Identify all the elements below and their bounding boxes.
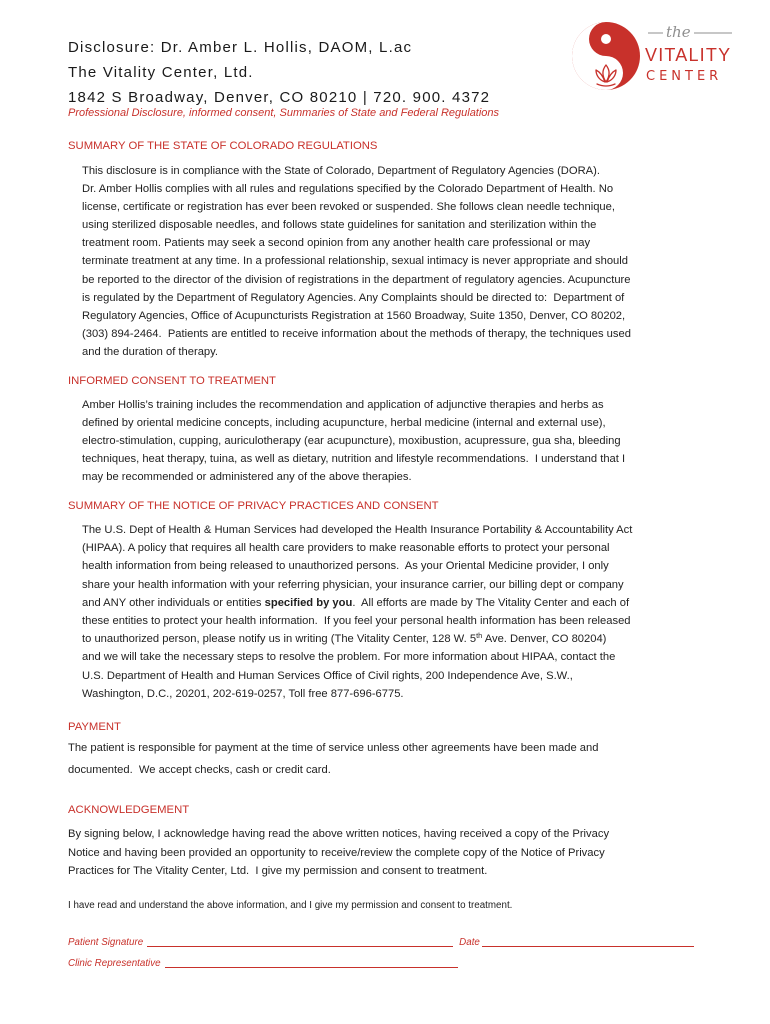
company-name: The Vitality Center, Ltd. — [68, 64, 254, 81]
line-text: and ANY other individuals or entities — [82, 596, 265, 609]
body-line: these entities to protect your health information. If you feel your personal health information has been released — [82, 614, 631, 627]
document-title: Disclosure: Dr. Amber L. Hollis, DAOM, L.ac — [68, 39, 413, 56]
payment-body — [68, 737, 598, 781]
body-line: and the duration of therapy. — [82, 345, 219, 358]
document-subtitle: Professional Disclosure, informed consent, Summaries of State and Federal Regulations — [68, 107, 500, 119]
body-line: The U.S. Dept of Health & Human Services had developed the Health Insurance Portability & Accountability Act — [82, 524, 633, 536]
emphasized-text: specified by you — [264, 596, 353, 609]
body-line: U.S. Department of Health and Human Services Office of Civil rights, 200 Independence Ave, S.W., — [82, 669, 573, 682]
line-text: . All efforts are made by The Vitality Center and each of — [352, 596, 630, 609]
body-line: Washington, D.C., 20201, 202-619-0257, Toll free 877-696-6775. — [82, 687, 404, 700]
body-line: The patient is responsible for payment at the time of service unless other agreements have been made and — [68, 742, 599, 754]
body-line: Regulatory Agencies, Office of Acupuncturists Registration at 1560 Broadway, Suite 1350, Denver, CO 80202, — [82, 309, 626, 322]
patient-signature-field[interactable] — [147, 936, 453, 947]
body-line: may be recommended or administered any of the above therapies. — [82, 471, 412, 484]
clinic-representative-label: Clinic Representative — [68, 958, 161, 969]
date-field[interactable] — [482, 936, 694, 947]
body-line: This disclosure is in compliance with the State of Colorado, Department of Regulatory Agencies (DORA). — [82, 165, 600, 177]
date-label: Date — [459, 937, 480, 948]
ordinal-superscript: th — [476, 631, 483, 641]
body-line: techniques, heat therapy, tuina, as well as dietary, nutrition and lifestyle recommendations. I understand that I — [82, 453, 626, 466]
informed-consent-body — [82, 396, 625, 486]
acknowledgement-body — [68, 825, 609, 881]
clinic-representative-row — [68, 956, 458, 970]
logo-name-text: VITALITY — [645, 45, 732, 65]
body-line: (HIPAA). A policy that requires all health care providers to make reasonable efforts to protect your personal — [82, 542, 610, 555]
colorado-regulations-heading: SUMMARY OF THE STATE OF COLORADO REGULATIONS — [68, 140, 378, 152]
body-line: license, certificate or registration has ever been revoked or suspended. She follows clean needle technique, — [82, 201, 615, 214]
body-line: Notice and having been provided an opportunity to receive/review the complete copy of the Notice of Privacy — [68, 846, 605, 859]
patient-signature-label: Patient Signature — [68, 937, 144, 948]
body-line: treatment room. Patients may seek a second opinion from any another health care professional or may — [82, 237, 591, 250]
body-line: documented. We accept checks, cash or credit card. — [68, 764, 331, 776]
privacy-notice-heading: SUMMARY OF THE NOTICE OF PRIVACY PRACTICES AND CONSENT — [68, 500, 439, 512]
body-line — [82, 594, 632, 612]
clinic-representative-signature-field[interactable] — [165, 957, 458, 968]
company-address: 1842 S Broadway, Denver, CO 80210 | 720. 900. 4372 — [68, 89, 491, 106]
payment-heading: PAYMENT — [68, 721, 121, 733]
body-line: Practices for The Vitality Center, Ltd. I give my permission and consent to treatment. — [68, 865, 488, 877]
line-text: Ave. Denver, CO 80204) — [482, 633, 607, 646]
body-line: is regulated by the Department of Regulatory Agencies. Any Complaints should be directed to: Department of — [82, 291, 625, 304]
body-line: be reported to the director of the division of registrations in the department of regulatory agencies. Acupuncture — [82, 273, 631, 286]
closing-statement: I have read and understand the above information, and I give my permission and consent to treatment. — [68, 900, 513, 911]
privacy-notice-body — [82, 521, 632, 703]
vitality-center-logo — [568, 14, 738, 96]
logo-prefix-text: the — [666, 23, 691, 41]
body-line: defined by oriental medicine concepts, including acupuncture, herbal medicine (internal and external use), — [82, 417, 606, 430]
body-line: Amber Hollis’s training includes the recommendation and application of adjunctive therapies and herbs as — [82, 399, 604, 411]
body-line: and we will take the necessary steps to resolve the problem. For more information about HIPAA, contact the — [82, 651, 616, 664]
body-line — [82, 630, 632, 648]
informed-consent-heading: INFORMED CONSENT TO TREATMENT — [68, 375, 276, 387]
patient-signature-row — [68, 935, 694, 949]
body-line: using sterilized disposable needles, and follows state guidelines for sanitation and sterilization within the — [82, 219, 597, 232]
body-line: health information from being released to unauthorized persons. As your Oriental Medicine provider, I only — [82, 560, 609, 573]
body-line: terminate treatment at any time. In a professional relationship, sexual intimacy is never appropriate and should — [82, 255, 628, 268]
body-line: (303) 894-2464. Patients are entitled to receive information about the methods of therapy, the techniques used — [82, 327, 631, 340]
line-text: to unauthorized person, please notify us in writing (The Vitality Center, 128 W. 5 — [82, 633, 477, 646]
document-header — [68, 35, 490, 110]
yin-yang-lotus-icon — [572, 22, 640, 90]
acknowledgement-heading: ACKNOWLEDGEMENT — [68, 804, 190, 816]
body-line: electro-stimulation, cupping, auriculotherapy (ear acupuncture), moxibustion, acupressure, gua sha, bleeding — [82, 435, 621, 448]
body-line: Dr. Amber Hollis complies with all rules and regulations specified by the Colorado Department of Health. No — [82, 183, 614, 196]
logo-tagline-text: CENTER — [646, 69, 723, 84]
body-line: share your health information with your referring physician, your insurance carrier, our billing dept or company — [82, 578, 624, 591]
body-line: By signing below, I acknowledge having read the above written notices, having received a copy of the Privacy — [68, 828, 610, 840]
colorado-regulations-body — [82, 162, 631, 361]
